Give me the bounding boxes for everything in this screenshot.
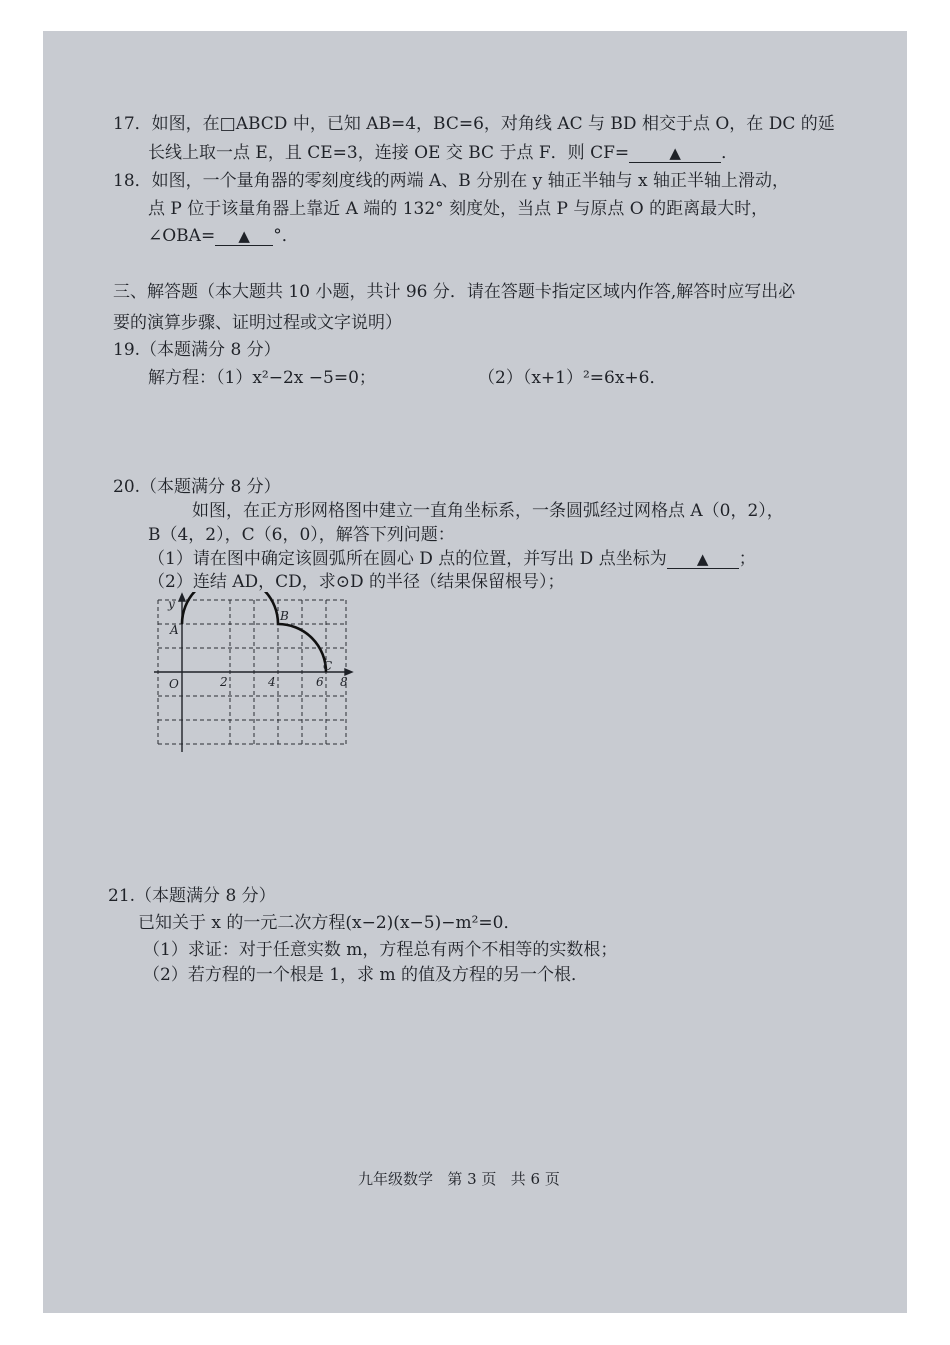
tick-4-label: 4: [268, 675, 276, 689]
triangle-marker-icon: ▲: [238, 227, 250, 245]
q20-part1: [148, 548, 756, 570]
q17-line1: 17．如图，在□ABCD 中，已知 AB=4，BC=6，对角线 AC 与 BD 相交于点 O，在 DC 的延: [113, 114, 835, 134]
q21-part1: （1）求证：对于任意实数 m，方程总有两个不相等的实数根；: [143, 940, 618, 960]
q19-header: 19.（本题满分 8 分）: [113, 340, 281, 360]
q19-equation-2: （2）（x+1）²=6x+6．: [478, 368, 667, 388]
point-b-label: B: [280, 609, 289, 623]
section3-heading-line2: 要的演算步骤、证明过程或文字说明）: [113, 313, 402, 333]
y-axis-label: y: [168, 597, 175, 611]
q18-line2: 点 P 位于该量角器上靠近 A 端的 132° 刻度处，当点 P 与原点 O 的距离最大时，: [148, 199, 769, 219]
point-a-label: A: [170, 623, 179, 637]
q18-line3-end: °．: [273, 226, 299, 246]
q21-header: 21.（本题满分 8 分）: [108, 886, 276, 906]
tick-8-label: 8: [340, 675, 348, 689]
footer-subject: 九年级数学: [358, 1170, 434, 1188]
q17-line2-text: 长线上取一点 E，且 CE=3，连接 OE 交 BC 于点 F．则 CF=: [148, 143, 630, 163]
q18-answer-blank: [215, 227, 273, 246]
y-axis-arrow-icon: [179, 594, 185, 601]
section3-heading: 三、解答题（本大题共 10 小题，共计 96 分．请在答题卡指定区域内作答,解答时应写出必: [113, 282, 796, 302]
q18-line3-text: ∠OBA=: [148, 226, 216, 246]
q17-line2: [148, 142, 738, 164]
axes: [154, 594, 352, 752]
tick-6-label: 6: [316, 675, 324, 689]
coordinate-grid-figure: [150, 592, 355, 757]
q17-answer-blank: [629, 144, 721, 163]
q20-header: 20.（本题满分 8 分）: [113, 477, 281, 497]
origin-label: O: [169, 677, 179, 691]
tick-2-label: 2: [220, 675, 228, 689]
q18-line1: 18．如图，一个量角器的零刻度线的两端 A、B 分别在 y 轴正半轴与 x 轴正半轴上滑动，: [113, 171, 790, 191]
q19-equation-1: 解方程：（1）x²−2x −5=0；: [148, 368, 376, 388]
triangle-marker-icon: ▲: [669, 144, 681, 162]
q21-line1: 已知关于 x 的一元二次方程(x−2)(x−5)−m²=0．: [138, 913, 521, 933]
q17-line2-end: ．: [721, 143, 739, 163]
q20-part2: （2）连结 AD，CD，求⊙D 的半径（结果保留根号）；: [148, 572, 565, 592]
q20-line2: B（4，2），C（6，0），解答下列问题：: [148, 525, 455, 545]
q20-part1-end: ；: [738, 549, 756, 569]
q20-line1: 如图，在正方形网格图中建立一直角坐标系，一条圆弧经过网格点 A（0，2），: [192, 501, 784, 521]
q18-line3: [148, 225, 299, 247]
q21-part2: （2）若方程的一个根是 1，求 m 的值及方程的另一个根．: [143, 965, 588, 985]
page-footer: [358, 1168, 560, 1189]
footer-page-number: 第 3 页: [447, 1170, 497, 1188]
point-c-label: C: [323, 659, 333, 673]
footer-total-pages: 共 6 页: [510, 1170, 560, 1188]
q20-part1-text: （1）请在图中确定该圆弧所在圆心 D 点的位置，并写出 D 点坐标为: [148, 549, 667, 569]
triangle-marker-icon: ▲: [696, 550, 709, 568]
q20-answer-blank: [667, 550, 739, 569]
